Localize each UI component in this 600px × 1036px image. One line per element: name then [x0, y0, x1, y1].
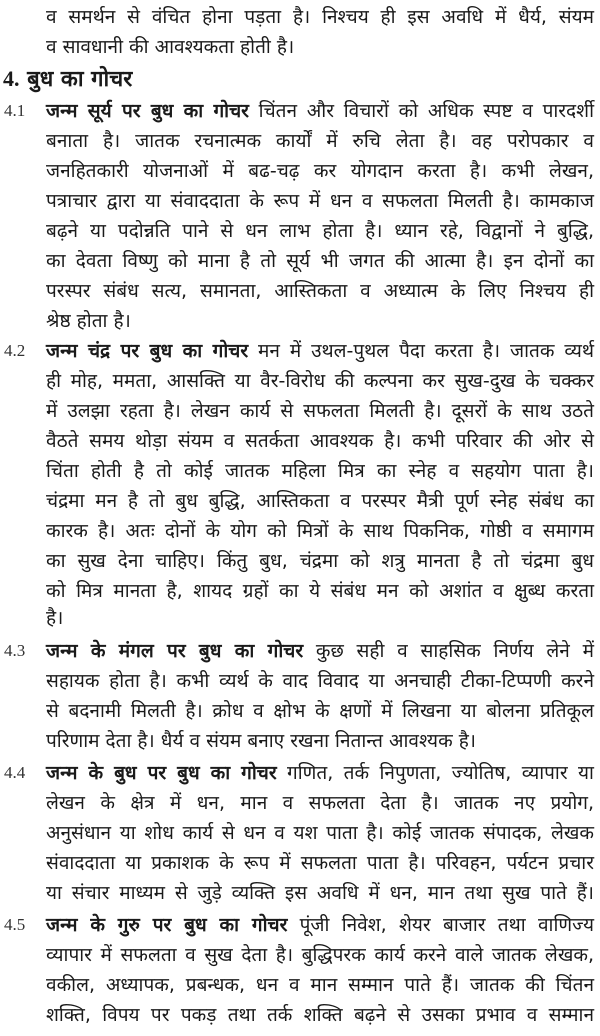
body-line: या संचार माध्यम से जुड़े व्यक्ति इस अवधि में धन, मान तथा सुख पाते हैं। [46, 882, 594, 904]
body-line: को मित्र मानता है, शायद ग्रहों का ये संबंध मन को अशांत व क्षुब्ध करता [46, 580, 594, 602]
body-line: चिंता होती है तो कोई जातक महिला मित्र का स्नेह व सहयोग पाता है। [46, 460, 594, 482]
subsection-first-line [46, 336, 594, 366]
subsection-first-line [46, 96, 594, 126]
body-line: शक्ति, विपय पर पकड़ तथा तर्क शक्ति बढ़ने से उसका प्रभाव व सम्मान [46, 1004, 594, 1026]
body-line: लेखन के क्षेत्र में धन, मान व सफलता देता है। जातक नए प्रयोग, [46, 792, 594, 814]
subsection-text: पूंजी निवेश, शेयर बाजार तथा वाणिज्य [287, 914, 595, 936]
section-title: बुध का गोचर [27, 67, 133, 92]
subsection-title: जन्म के बुध पर बुध का गोचर [46, 762, 277, 784]
subsection-number: 4.4 [4, 763, 26, 782]
body-line: पत्राचार द्वारा या संवाददाता के रूप में धन व सफलता मिलती है। कामकाज [46, 190, 594, 212]
body-line: बनाता है। जातक रचनात्मक कार्यों में रुचि लेता है। वह परोपकार व [46, 130, 594, 152]
section-heading [3, 64, 132, 95]
body-line: वकील, अध्यापक, प्रबन्धक, धन व मान सम्मान पाते हैं। जातक की चिंतन [46, 974, 594, 996]
subsection-number: 4.3 [4, 641, 26, 660]
body-line: है। [46, 607, 64, 629]
subsection-title: जन्म के मंगल पर बुध का गोचर [46, 640, 304, 662]
subsection-first-line [46, 758, 594, 788]
subsection-title: जन्म चंद्र पर बुध का गोचर [46, 340, 249, 362]
body-line: से बदनामी मिलती है। क्रोध व क्षोभ के क्षणों में लिखना या बोलना प्रतिकूल [46, 700, 594, 722]
subsection-number: 4.1 [4, 101, 26, 120]
body-line: बढ़ने या पदोन्नति पाने से धन लाभ होता है। ध्यान रहे, विद्वानों ने बुद्धि, [46, 220, 594, 242]
body-line: श्रेष्ठ होता है। [46, 310, 131, 332]
subsection-number: 4.5 [4, 915, 26, 934]
subsection-text: चिंतन और विचारों को अधिक स्पष्ट व पारदर्शी [248, 100, 594, 122]
body-line: चंद्रमा मन है तो बुध बुद्धि, आस्तिकता व परस्पर मैत्री पूर्ण स्नेह संबंध का [46, 490, 594, 512]
intro-line: व सावधानी की आवश्यकता होती है। [46, 36, 295, 58]
body-line: ही मोह, ममता, आसक्ति या वैर-विरोध की कल्पना कर सुख-दुख के चक्कर [46, 370, 594, 392]
subsection-first-line [46, 636, 594, 666]
intro-line: व समर्थन से वंचित होना पड़ता है। निश्चय ही इस अवधि में धैर्य, संयम [46, 6, 594, 28]
subsection-text: कुछ सही व साहसिक निर्णय लेने में [303, 640, 594, 662]
subsection-text: मन में उथल-पुथल पैदा करता है। जातक व्यर्थ [248, 340, 595, 362]
section-number: 4. [3, 66, 20, 91]
body-line: अनुसंधान या शोध कार्य से धन व यश पाता है। कोई जातक संपादक, लेखक [46, 822, 594, 844]
subsection-title: जन्म के गुरु पर बुध का गोचर [46, 914, 288, 936]
body-line: व्यापार में सफलता व सुख देता है। बुद्धिपरक कार्य करने वाले जातक लेखक, [46, 944, 594, 966]
body-line: का सुख देना चाहिए। किंतु बुध, चंद्रमा को शत्रु मानता है तो चंद्रमा बुध [46, 550, 594, 572]
body-line: का देवता विष्णु को माना है तो सूर्य भी जगत की आत्मा है। इन दोनों का [46, 250, 594, 272]
body-line: में उलझा रहता है। लेखन कार्य से सफलता मिलती है। दूसरों के साथ उठते [46, 400, 594, 422]
subsection-title: जन्म सूर्य पर बुध का गोचर [46, 100, 249, 122]
body-line: जनहितकारी योजनाओं में बढ-चढ़ कर योगदान करता है। कभी लेखन, [46, 160, 594, 182]
body-line: कारक है। अतः दोनों के योग को मित्रों के साथ पिकनिक, गोष्ठी व समागम [46, 520, 594, 542]
subsection-first-line [46, 910, 594, 940]
body-line: परस्पर संबंध सत्य, समानता, आस्तिकता व अध्यात्म के लिए निश्चय ही [46, 280, 594, 302]
body-line: सहायक होता है। कभी व्यर्थ के वाद विवाद या अनचाही टीका-टिप्पणी करने [46, 670, 594, 692]
body-line: संवाददाता या प्रकाशक के रूप में सफलता पाता है। परिवहन, पर्यटन प्रचार [46, 852, 594, 874]
body-line: वैठते समय थोड़ा संयम व सतर्कता आवश्यक है। कभी परिवार की ओर से [46, 430, 594, 452]
subsection-number: 4.2 [4, 341, 26, 360]
body-line: परिणाम देता है। धैर्य व संयम बनाए रखना नितान्त आवश्यक है। [46, 730, 476, 752]
subsection-text: गणित, तर्क निपुणता, ज्योतिष, व्यापार या [276, 762, 594, 784]
